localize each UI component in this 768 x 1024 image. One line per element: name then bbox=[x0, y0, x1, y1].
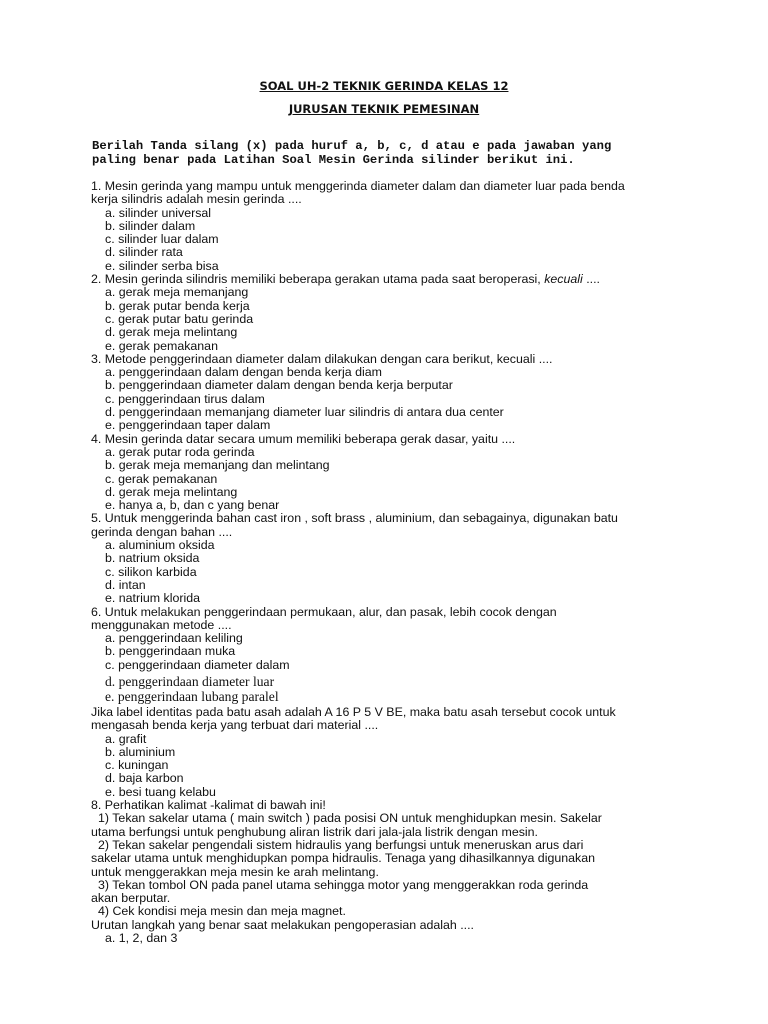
question-1-text-cont: kerja silindris adalah mesin gerinda .... bbox=[91, 192, 302, 207]
q6-option-b: b. penggerindaan muka bbox=[105, 644, 236, 659]
q7-option-d: d. baja karbon bbox=[105, 771, 184, 786]
q2-option-b: b. gerak putar benda kerja bbox=[105, 298, 250, 313]
q2-option-e: e. gerak pemakanan bbox=[105, 338, 218, 353]
question-list bbox=[91, 180, 691, 945]
instruction-line: Berilah Tanda silang (x) pada huruf a, b, c, d atau e pada jawaban yang bbox=[92, 139, 612, 153]
q8-statement-1-cont: utama berfungsi untuk penghubung aliran listrik dari jala-jala listrik dengan mesin. bbox=[91, 824, 539, 839]
question-8-question: Urutan langkah yang benar saat melakukan pengoperasian adalah .... bbox=[91, 917, 474, 932]
q8-statement-2-cont: sakelar utama untuk menghidupkan pompa hidraulis. Tenaga yang dihasilkannya digunakan bbox=[91, 851, 595, 866]
instruction-line: paling benar pada Latihan Soal Mesin Gerinda silinder berikut ini. bbox=[92, 153, 575, 167]
document-title: SOAL UH-2 TEKNIK GERINDA KELAS 12 bbox=[259, 79, 509, 93]
question-2-kecuali: kecuali bbox=[544, 272, 583, 287]
q8-statement-3-cont: akan berputar. bbox=[91, 891, 171, 906]
q1-option-d: d. silinder rata bbox=[105, 245, 183, 260]
q7-option-e: e. besi tuang kelabu bbox=[105, 784, 216, 799]
q1-option-a: a. silinder universal bbox=[105, 205, 212, 220]
q8-statement-2-cont: untuk menggerakkan meja mesin ke arah melintang. bbox=[91, 864, 379, 879]
q5-option-e: e. natrium klorida bbox=[105, 591, 201, 606]
q8-statement-4: 4) Cek kondisi meja mesin dan meja magnet. bbox=[98, 904, 346, 919]
q2-option-d: d. gerak meja melintang bbox=[105, 325, 238, 340]
q6-option-d: d. penggerindaan diameter luar bbox=[105, 673, 275, 689]
q7-option-a: a. grafit bbox=[105, 731, 147, 746]
question-7-text: Jika label identitas pada batu asah adalah A 16 P 5 V BE, maka batu asah tersebut cocok untuk bbox=[91, 704, 616, 719]
q3-option-c: c. penggerindaan tirus dalam bbox=[105, 391, 265, 406]
q1-option-e: e. silinder serba bisa bbox=[105, 258, 219, 273]
question-4-text: 4. Mesin gerinda datar secara umum memiliki beberapa gerak dasar, yaitu .... bbox=[91, 431, 516, 446]
q8-statement-1: 1) Tekan sakelar utama ( main switch ) pada posisi ON untuk menghidupkan mesin. Sakelar bbox=[98, 811, 602, 826]
q4-option-d: d. gerak meja melintang bbox=[105, 484, 238, 499]
question-1-text: 1. Mesin gerinda yang mampu untuk menggerinda diameter dalam dan diameter luar pada benda bbox=[91, 179, 625, 193]
question-6-text-cont: menggunakan metode .... bbox=[91, 617, 232, 632]
q8-statement-3: 3) Tekan tombol ON pada panel utama sehingga motor yang menggerakkan roda gerinda bbox=[98, 877, 589, 892]
question-8-text: 8. Perhatikan kalimat -kalimat di bawah ini! bbox=[91, 798, 326, 813]
q6-option-c: c. penggerindaan diameter dalam bbox=[105, 657, 290, 672]
q2-option-c: c. gerak putar batu gerinda bbox=[105, 311, 254, 326]
question-5-text-cont: gerinda dengan bahan .... bbox=[91, 524, 233, 539]
q8-statement-2: 2) Tekan sakelar pengendali sistem hidraulis yang berfungsi untuk meneruskan arus dari bbox=[98, 837, 584, 852]
q4-option-b: b. gerak meja memanjang dan melintang bbox=[105, 458, 330, 473]
q6-option-e: e. penggerindaan lubang paralel bbox=[105, 688, 279, 704]
q4-option-a: a. gerak putar roda gerinda bbox=[105, 444, 255, 459]
q1-option-c: c. silinder luar dalam bbox=[105, 232, 219, 247]
question-2-text bbox=[91, 273, 691, 286]
q8-option-a: a. 1, 2, dan 3 bbox=[105, 931, 178, 946]
q6-option-a: a. penggerindaan keliling bbox=[105, 631, 243, 646]
q4-option-c: c. gerak pemakanan bbox=[105, 471, 218, 486]
question-6-text: 6. Untuk melakukan penggerindaan permukaan, alur, dan pasak, lebih cocok dengan bbox=[91, 604, 557, 619]
document-subtitle: JURUSAN TEKNIK PEMESINAN bbox=[288, 102, 480, 116]
q4-option-e: e. hanya a, b, dan c yang benar bbox=[105, 498, 280, 513]
q7-option-b: b. aluminium bbox=[105, 744, 176, 759]
q3-option-a: a. penggerindaan dalam dengan benda kerja diam bbox=[105, 365, 382, 380]
q1-option-b: b. silinder dalam bbox=[105, 218, 196, 233]
q3-option-d: d. penggerindaan memanjang diameter luar silindris di antara dua center bbox=[105, 405, 504, 420]
q7-option-c: c. kuningan bbox=[105, 758, 169, 773]
question-5-text: 5. Untuk menggerinda bahan cast iron , soft brass , aluminium, dan sebagainya, digunakan batu bbox=[91, 511, 618, 526]
question-3-text: 3. Metode penggerindaan diameter dalam dilakukan dengan cara berikut, kecuali .... bbox=[91, 351, 553, 366]
question-2-post: .... bbox=[582, 272, 600, 287]
q2-option-a: a. gerak meja memanjang bbox=[105, 285, 249, 300]
q3-option-b: b. penggerindaan diameter dalam dengan benda kerja berputar bbox=[105, 378, 453, 393]
q5-option-d: d. intan bbox=[105, 577, 146, 592]
question-7-text-cont: mengasah benda kerja yang terbuat dari material .... bbox=[91, 718, 379, 733]
q5-option-a: a. aluminium oksida bbox=[105, 538, 215, 553]
q5-option-c: c. silikon karbida bbox=[105, 564, 197, 579]
instructions bbox=[92, 139, 692, 167]
q3-option-e: e. penggerindaan taper dalam bbox=[105, 418, 271, 433]
question-2-pre: 2. Mesin gerinda silindris memiliki beberapa gerakan utama pada saat beroperasi, bbox=[91, 272, 545, 287]
q5-option-b: b. natrium oksida bbox=[105, 551, 200, 566]
